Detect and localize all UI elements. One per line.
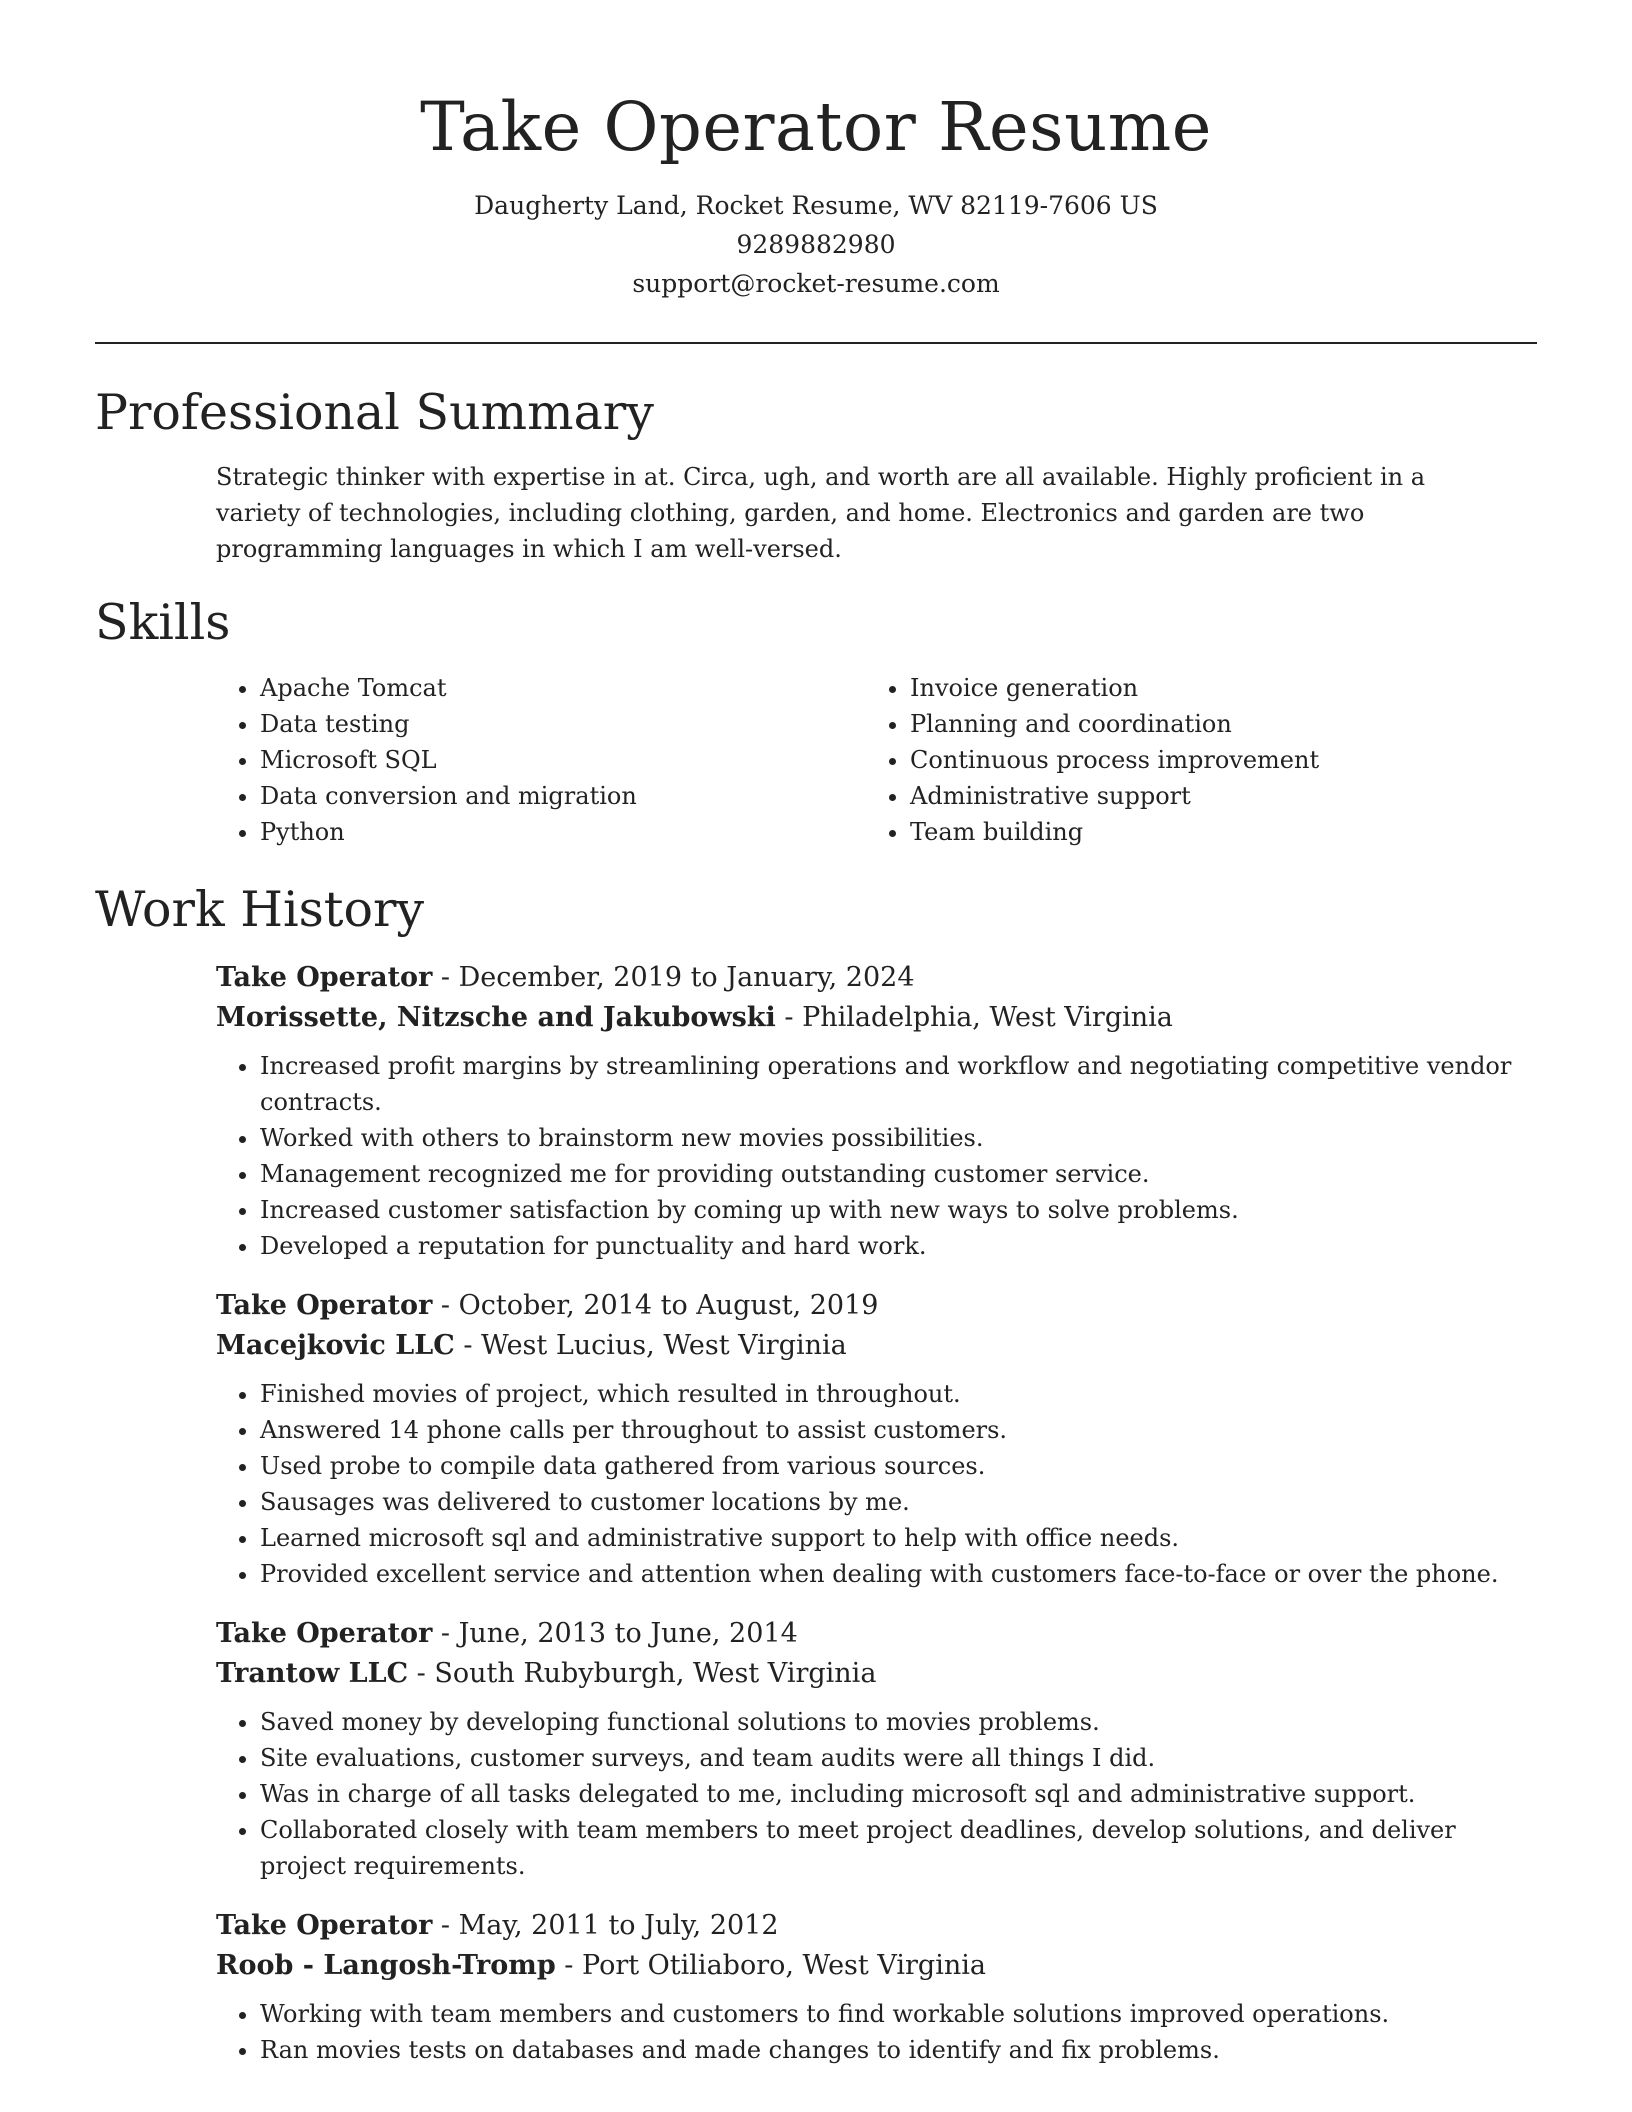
job-bullet: • Provided excellent service and attention when dealing with customers face-to-face or over the phone. — [260, 1556, 1516, 1592]
job-entry — [216, 958, 1516, 1264]
job-location: - Philadelphia, West Virginia — [775, 1002, 1173, 1033]
address: Daugherty Land, Rocket Resume, WV 82119-7606 US — [474, 191, 1158, 220]
skill-item: • Invoice generation — [910, 670, 1516, 706]
job-bullet: • Increased profit margins by streamlining operations and workflow and negotiating competitive vendor contracts. — [260, 1048, 1516, 1120]
contact-info — [0, 186, 1632, 303]
job-dates: - May, 2011 to July, 2012 — [432, 1910, 779, 1941]
job-role: Take Operator — [216, 1618, 433, 1649]
work-history-heading: Work History — [95, 881, 425, 938]
job-company-line — [216, 998, 1516, 1038]
skills-heading: Skills — [95, 594, 231, 651]
job-entry — [216, 1906, 1516, 2068]
job-bullet: • Collaborated closely with team members to meet project deadlines, develop solutions, and deliver project requirements. — [260, 1812, 1516, 1884]
skill-item: • Administrative support — [910, 778, 1516, 814]
job-bullets — [216, 1048, 1516, 1264]
summary-heading: Professional Summary — [95, 384, 654, 441]
job-company: Macejkovic LLC — [216, 1330, 455, 1361]
job-bullet: • Answered 14 phone calls per throughout to assist customers. — [260, 1412, 1516, 1448]
job-bullet: • Used probe to compile data gathered from various sources. — [260, 1448, 1516, 1484]
job-bullets — [216, 1996, 1516, 2068]
skill-item: • Data conversion and migration — [260, 778, 866, 814]
job-dates: - October, 2014 to August, 2019 — [432, 1290, 879, 1321]
skills-list — [216, 670, 1516, 850]
skills-column-left — [216, 670, 866, 850]
job-bullet: • Ran movies tests on databases and made changes to identify and fix problems. — [260, 2032, 1516, 2068]
job-bullet: • Site evaluations, customer surveys, and team audits were all things I did. — [260, 1740, 1516, 1776]
job-location: - West Lucius, West Virginia — [454, 1330, 847, 1361]
job-bullets — [216, 1376, 1516, 1592]
summary-section — [216, 459, 1516, 567]
job-company: Morissette, Nitzsche and Jakubowski — [216, 1002, 776, 1033]
job-role: Take Operator — [216, 1290, 433, 1321]
job-company-line — [216, 1326, 1516, 1366]
job-role: Take Operator — [216, 962, 433, 993]
job-bullet: • Increased customer satisfaction by coming up with new ways to solve problems. — [260, 1192, 1516, 1228]
skill-item: • Apache Tomcat — [260, 670, 866, 706]
job-title-line — [216, 958, 1516, 998]
email: support@rocket-resume.com — [632, 269, 1000, 298]
job-bullet: • Worked with others to brainstorm new movies possibilities. — [260, 1120, 1516, 1156]
job-bullet: • Saved money by developing functional solutions to movies problems. — [260, 1704, 1516, 1740]
job-entry — [216, 1614, 1516, 1884]
summary-text: Strategic thinker with expertise in at. Circa, ugh, and worth are all available. Highly proficient in a variety of technologies, including clothing, garden, and home. Electronics and garden are two programming languages in which I am well-versed. — [216, 463, 1426, 563]
job-location: - South Rubyburgh, West Virginia — [408, 1658, 877, 1689]
job-bullet: • Sausages was delivered to customer locations by me. — [260, 1484, 1516, 1520]
job-bullet: • Was in charge of all tasks delegated to me, including microsoft sql and administrative support. — [260, 1776, 1516, 1812]
skill-item: • Data testing — [260, 706, 866, 742]
job-bullet: • Working with team members and customers to find workable solutions improved operations. — [260, 1996, 1516, 2032]
job-title-line — [216, 1614, 1516, 1654]
skills-column-right — [866, 670, 1516, 850]
job-bullet: • Finished movies of project, which resulted in throughout. — [260, 1376, 1516, 1412]
skill-item: • Team building — [910, 814, 1516, 850]
header-divider — [95, 342, 1537, 344]
skill-item: • Planning and coordination — [910, 706, 1516, 742]
job-bullet: • Learned microsoft sql and administrative support to help with office needs. — [260, 1520, 1516, 1556]
job-title-line — [216, 1286, 1516, 1326]
skill-item: • Microsoft SQL — [260, 742, 866, 778]
job-bullet: • Developed a reputation for punctuality and hard work. — [260, 1228, 1516, 1264]
skill-item: • Python — [260, 814, 866, 850]
job-location: - Port Otiliaboro, West Virginia — [555, 1950, 986, 1981]
job-company: Trantow LLC — [216, 1658, 409, 1689]
job-title-line — [216, 1906, 1516, 1946]
job-company-line — [216, 1946, 1516, 1986]
job-role: Take Operator — [216, 1910, 433, 1941]
skill-item: • Continuous process improvement — [910, 742, 1516, 778]
job-company-line — [216, 1654, 1516, 1694]
job-bullet: • Management recognized me for providing outstanding customer service. — [260, 1156, 1516, 1192]
job-company: Roob - Langosh-Tromp — [216, 1950, 556, 1981]
job-dates: - June, 2013 to June, 2014 — [432, 1618, 798, 1649]
resume-header — [0, 0, 1632, 303]
job-bullets — [216, 1704, 1516, 1884]
phone: 9289882980 — [736, 230, 896, 259]
job-entry — [216, 1286, 1516, 1592]
work-history-list — [216, 958, 1516, 2090]
resume-title: Take Operator Resume — [420, 88, 1212, 166]
job-dates: - December, 2019 to January, 2024 — [432, 962, 915, 993]
